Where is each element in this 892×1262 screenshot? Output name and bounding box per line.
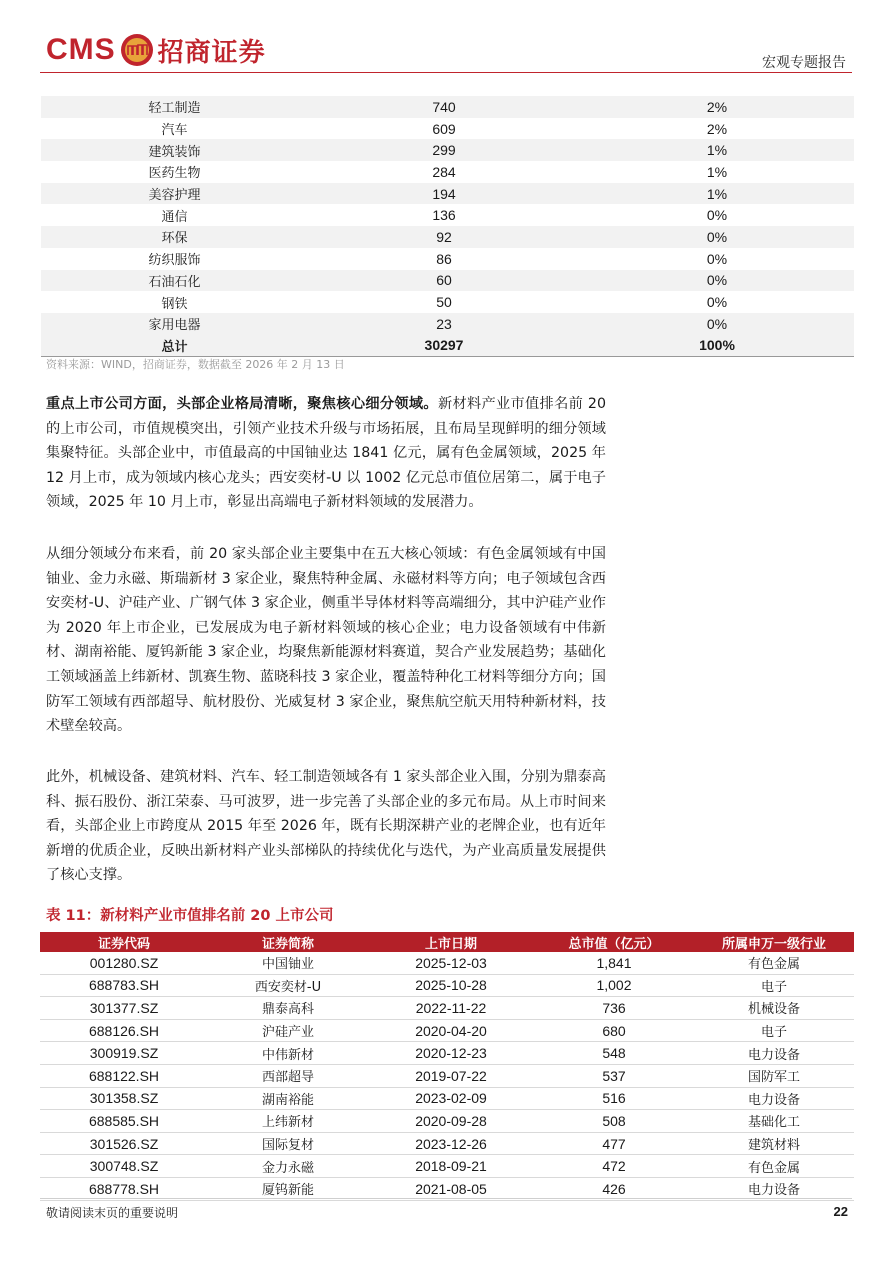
column-header: 所属申万一级行业 [694, 932, 854, 952]
industry-cell: 机械设备 [694, 997, 854, 1020]
table-row [41, 291, 854, 313]
company-logo [46, 32, 266, 68]
share-cell: 2% [580, 96, 854, 118]
market-cap-cell: 284 [308, 161, 580, 183]
share-cell: 2% [580, 118, 854, 140]
table-row [41, 248, 854, 270]
table-row [40, 1155, 854, 1178]
market-cap-cell: 92 [308, 226, 580, 248]
security-name-cell: 湖南裕能 [208, 1087, 368, 1110]
report-type-label: 宏观专题报告 [762, 55, 846, 71]
page-number: 22 [833, 1204, 848, 1219]
industry-cell: 电子 [694, 974, 854, 997]
table-row [41, 161, 854, 183]
table-row [41, 204, 854, 226]
table-row [40, 997, 854, 1020]
market-cap-cell: 1,841 [534, 952, 694, 974]
security-name-cell: 沪硅产业 [208, 1019, 368, 1042]
share-cell: 0% [580, 248, 854, 270]
footer-divider [40, 1198, 852, 1199]
market-cap-cell: 299 [308, 139, 580, 161]
industry-cell: 家用电器 [41, 313, 308, 335]
share-cell: 0% [580, 204, 854, 226]
table-row [41, 313, 854, 335]
industry-cell: 有色金属 [694, 1155, 854, 1178]
industry-cell: 国防军工 [694, 1064, 854, 1087]
logo-latin-text: CMS [46, 33, 116, 66]
industry-cell: 石油石化 [41, 270, 308, 292]
security-code-cell: 001280.SZ [40, 952, 208, 974]
table-caption: 表 11：新材料产业市值排名前 20 上市公司 [46, 908, 334, 924]
market-cap-cell: 60 [308, 270, 580, 292]
listing-date-cell: 2020-12-23 [368, 1042, 534, 1065]
market-cap-cell: 680 [534, 1019, 694, 1042]
security-code-cell: 300919.SZ [40, 1042, 208, 1065]
market-cap-cell: 736 [534, 997, 694, 1020]
logo-emblem-icon [120, 33, 154, 67]
table-row [40, 1019, 854, 1042]
table-row [41, 183, 854, 205]
security-code-cell: 301358.SZ [40, 1087, 208, 1110]
security-name-cell: 上纬新材 [208, 1110, 368, 1133]
listing-date-cell: 2023-12-26 [368, 1132, 534, 1155]
table-row [41, 96, 854, 118]
market-cap-cell: 548 [534, 1042, 694, 1065]
table-row [41, 118, 854, 140]
market-cap-cell: 23 [308, 313, 580, 335]
security-code-cell: 688783.SH [40, 974, 208, 997]
market-cap-cell: 426 [534, 1177, 694, 1200]
industry-cell: 通信 [41, 204, 308, 226]
market-cap-cell: 1,002 [534, 974, 694, 997]
market-cap-cell: 477 [534, 1132, 694, 1155]
listing-date-cell: 2019-07-22 [368, 1064, 534, 1087]
table-row [40, 1064, 854, 1087]
security-name-cell: 厦钨新能 [208, 1177, 368, 1200]
column-header: 证券简称 [208, 932, 368, 952]
share-cell: 0% [580, 313, 854, 335]
table-row [41, 139, 854, 161]
industry-cell: 轻工制造 [41, 96, 308, 118]
paragraph-leading-companies [46, 392, 606, 515]
listing-date-cell: 2023-02-09 [368, 1087, 534, 1110]
listing-date-cell: 2025-12-03 [368, 952, 534, 974]
table-row [40, 1110, 854, 1133]
industry-cell: 电力设备 [694, 1042, 854, 1065]
column-header: 证券代码 [40, 932, 208, 952]
industry-cell: 纺织服饰 [41, 248, 308, 270]
column-header: 总市值（亿元） [534, 932, 694, 952]
page-header [40, 28, 852, 76]
share-cell: 0% [580, 226, 854, 248]
listing-date-cell: 2022-11-22 [368, 997, 534, 1020]
table-row [40, 952, 854, 974]
table-row [40, 974, 854, 997]
column-header: 上市日期 [368, 932, 534, 952]
security-code-cell: 688585.SH [40, 1110, 208, 1133]
security-name-cell: 西部超导 [208, 1064, 368, 1087]
share-cell: 1% [580, 183, 854, 205]
market-cap-cell: 136 [308, 204, 580, 226]
total-value-cell: 30297 [308, 335, 580, 357]
paragraph-other-sectors: 此外，机械设备、建筑材料、汽车、轻工制造领域各有 1 家头部企业入围，分别为鼎泰高科、振石股份、浙江荣泰、马可波罗，进一步完善了头部企业的多元布局。从上市时间来看，头部企业上市跨度从 2015 年至 2026 年，既有长期深耕产业的老牌企业，也有近年新增的优质企业，反映出新材料产业头部梯队的持续优化与迭代，为产业高质量发展提供了核心支撑。 [46, 769, 606, 884]
paragraph-lead-sentence: 重点上市公司方面，头部企业格局清晰，聚焦核心细分领域。 [46, 396, 438, 412]
market-cap-cell: 740 [308, 96, 580, 118]
industry-market-cap-table [41, 96, 854, 357]
industry-cell: 美容护理 [41, 183, 308, 205]
security-code-cell: 688126.SH [40, 1019, 208, 1042]
industry-cell: 电子 [694, 1019, 854, 1042]
table-row [41, 226, 854, 248]
security-name-cell: 中国铀业 [208, 952, 368, 974]
share-cell: 1% [580, 161, 854, 183]
listing-date-cell: 2018-09-21 [368, 1155, 534, 1178]
market-cap-cell: 472 [534, 1155, 694, 1178]
total-share-cell: 100% [580, 335, 854, 357]
security-name-cell: 鼎泰高科 [208, 997, 368, 1020]
market-cap-cell: 516 [534, 1087, 694, 1110]
header-divider [40, 72, 852, 73]
security-name-cell: 中伟新材 [208, 1042, 368, 1065]
security-code-cell: 688122.SH [40, 1064, 208, 1087]
table-header-row [40, 932, 854, 952]
industry-cell: 电力设备 [694, 1087, 854, 1110]
paragraph-body-text: 新材料产业市值排名前 20 的上市公司，市值规模突出，引领产业技术升级与市场拓展，且布局呈现鲜明的细分领域集聚特征。头部企业中，市值最高的中国铀业达 1841 亿元，属有色金属领域，2025 年 12 月上市，成为领域内核心龙头；西安奕材-U 以 1002 亿元总市值位居第二，属于电子领域，2025 年 10 月上市，彰显出高端电子新材料领域的发展潜力。 [46, 396, 606, 511]
footer-disclaimer: 敬请阅读末页的重要说明 [46, 1206, 179, 1220]
industry-cell: 钢铁 [41, 291, 308, 313]
security-code-cell: 301526.SZ [40, 1132, 208, 1155]
share-cell: 0% [580, 291, 854, 313]
market-cap-cell: 537 [534, 1064, 694, 1087]
share-cell: 1% [580, 139, 854, 161]
table-row [40, 1087, 854, 1110]
listing-date-cell: 2025-10-28 [368, 974, 534, 997]
total-label-cell: 总计 [41, 335, 308, 357]
table-row [41, 270, 854, 292]
table-source-note: 资料来源：WIND，招商证券，数据截至 2026 年 2 月 13 日 [46, 358, 345, 371]
table-row [40, 1132, 854, 1155]
paragraph-sector-distribution: 从细分领域分布来看，前 20 家头部企业主要集中在五大核心领域：有色金属领域有中国铀业、金力永磁、斯瑞新材 3 家企业，聚焦特种金属、永磁材料等方向；电子领域包含西安奕材-U、沪硅产业、广钢气体 3 家企业，侧重半导体材料等高端细分，其中沪硅产业作为 2020 年上市企业，已发展成为电子新材料领域的核心企业；电力设备领域有中伟新材、湖南裕能、厦钨新能 3 家企业，均聚焦新能源材料赛道，契合产业发展趋势；基础化工领域涵盖上纬新材、凯赛生物、蓝晓科技 3 家企业，覆盖特种化工材料等细分方向；国防军工领域有西部超导、航材股份、光威复材 3 家企业，聚焦航空航天用特种新材料，技术壁垒较高。 [46, 546, 606, 735]
security-name-cell: 西安奕材-U [208, 974, 368, 997]
share-cell: 0% [580, 270, 854, 292]
listing-date-cell: 2020-09-28 [368, 1110, 534, 1133]
industry-cell: 环保 [41, 226, 308, 248]
market-cap-cell: 508 [534, 1110, 694, 1133]
security-name-cell: 国际复材 [208, 1132, 368, 1155]
market-cap-cell: 50 [308, 291, 580, 313]
security-code-cell: 300748.SZ [40, 1155, 208, 1178]
industry-cell: 汽车 [41, 118, 308, 140]
security-code-cell: 688778.SH [40, 1177, 208, 1200]
table-row [40, 1177, 854, 1200]
industry-cell: 医药生物 [41, 161, 308, 183]
industry-cell: 建筑装饰 [41, 139, 308, 161]
industry-cell: 基础化工 [694, 1110, 854, 1133]
industry-cell: 有色金属 [694, 952, 854, 974]
market-cap-cell: 609 [308, 118, 580, 140]
security-name-cell: 金力永磁 [208, 1155, 368, 1178]
table-row [40, 1042, 854, 1065]
table-total-row [41, 335, 854, 357]
security-code-cell: 301377.SZ [40, 997, 208, 1020]
industry-cell: 电力设备 [694, 1177, 854, 1200]
industry-cell: 建筑材料 [694, 1132, 854, 1155]
market-cap-cell: 194 [308, 183, 580, 205]
logo-chinese-text: 招商证券 [157, 37, 266, 68]
market-cap-cell: 86 [308, 248, 580, 270]
listing-date-cell: 2020-04-20 [368, 1019, 534, 1042]
top20-companies-table [40, 932, 854, 1201]
listing-date-cell: 2021-08-05 [368, 1177, 534, 1200]
